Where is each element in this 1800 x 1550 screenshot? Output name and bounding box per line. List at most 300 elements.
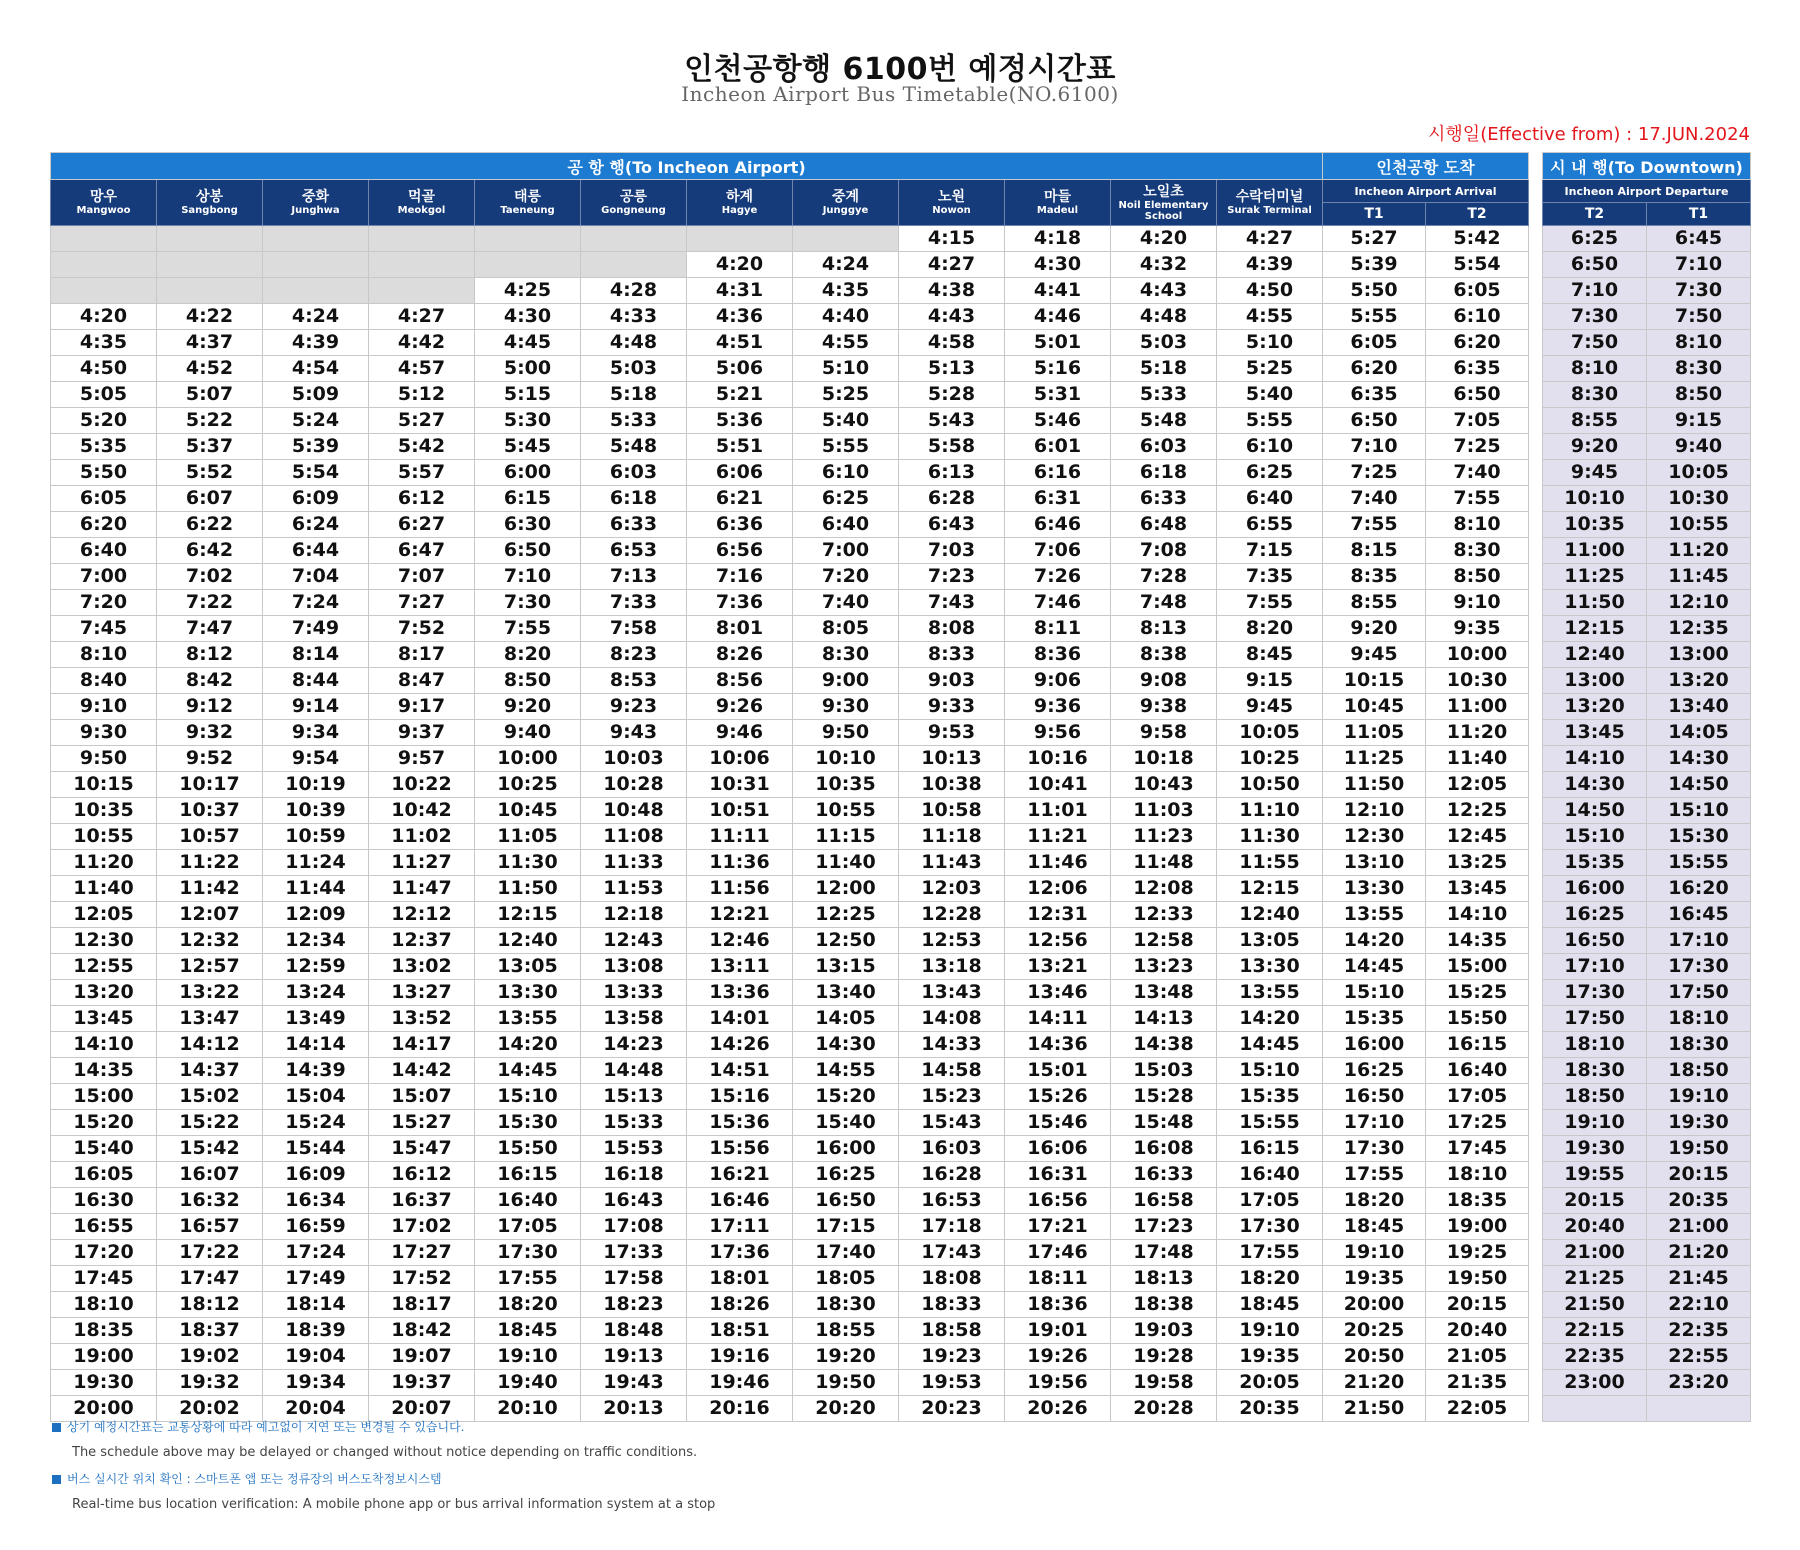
time-cell: 12:05 (1426, 772, 1529, 798)
empty-cell (157, 278, 263, 304)
time-cell: 18:45 (1323, 1214, 1426, 1240)
time-cell: 10:51 (687, 798, 793, 824)
time-cell: 7:03 (899, 538, 1005, 564)
time-cell: 18:51 (687, 1318, 793, 1344)
time-cell: 12:53 (899, 928, 1005, 954)
time-cell: 17:58 (581, 1266, 687, 1292)
time-cell: 6:20 (1323, 356, 1426, 382)
time-cell: 9:54 (263, 746, 369, 772)
time-cell: 15:23 (899, 1084, 1005, 1110)
time-cell: 7:30 (1543, 304, 1647, 330)
table-row (1543, 1240, 1751, 1266)
table-row (51, 382, 1529, 408)
time-cell: 6:33 (1111, 486, 1217, 512)
time-cell: 5:45 (475, 434, 581, 460)
time-cell: 16:40 (1426, 1058, 1529, 1084)
time-cell: 16:31 (1005, 1162, 1111, 1188)
time-cell: 9:45 (1323, 642, 1426, 668)
time-cell: 15:53 (581, 1136, 687, 1162)
time-cell: 15:55 (1647, 850, 1751, 876)
time-cell: 14:58 (899, 1058, 1005, 1084)
empty-cell (1647, 1396, 1751, 1422)
table-row (1543, 538, 1751, 564)
time-cell: 6:15 (475, 486, 581, 512)
time-cell: 16:57 (157, 1214, 263, 1240)
time-cell: 5:33 (581, 408, 687, 434)
time-cell: 19:50 (1426, 1266, 1529, 1292)
time-cell: 11:18 (899, 824, 1005, 850)
time-cell: 7:25 (1426, 434, 1529, 460)
time-cell: 20:25 (1323, 1318, 1426, 1344)
time-cell: 13:45 (51, 1006, 157, 1032)
time-cell: 6:01 (1005, 434, 1111, 460)
time-cell: 8:38 (1111, 642, 1217, 668)
time-cell: 17:40 (793, 1240, 899, 1266)
airport-group-header: 공 항 행(To Incheon Airport) (51, 153, 1323, 180)
table-row (51, 408, 1529, 434)
time-cell: 18:01 (687, 1266, 793, 1292)
time-cell: 10:00 (1426, 642, 1529, 668)
time-cell: 10:45 (475, 798, 581, 824)
time-cell: 11:33 (581, 850, 687, 876)
time-cell: 4:24 (793, 252, 899, 278)
table-row (51, 304, 1529, 330)
time-cell: 5:31 (1005, 382, 1111, 408)
time-cell: 6:12 (369, 486, 475, 512)
time-cell: 19:30 (1543, 1136, 1647, 1162)
table-row (1543, 226, 1751, 252)
time-cell: 9:10 (1426, 590, 1529, 616)
time-cell: 14:45 (1217, 1032, 1323, 1058)
stop-header (1005, 180, 1111, 226)
table-row (51, 746, 1529, 772)
time-cell: 5:15 (475, 382, 581, 408)
time-cell: 12:09 (263, 902, 369, 928)
time-cell: 6:56 (687, 538, 793, 564)
time-cell: 8:35 (1323, 564, 1426, 590)
time-cell: 7:10 (475, 564, 581, 590)
time-cell: 12:30 (1323, 824, 1426, 850)
time-cell: 23:00 (1543, 1370, 1647, 1396)
time-cell: 16:55 (51, 1214, 157, 1240)
time-cell: 6:48 (1111, 512, 1217, 538)
time-cell: 17:10 (1323, 1110, 1426, 1136)
stop-header (263, 180, 369, 226)
time-cell: 8:10 (1426, 512, 1529, 538)
time-cell: 13:20 (1647, 668, 1751, 694)
time-cell: 9:00 (793, 668, 899, 694)
time-cell: 8:23 (581, 642, 687, 668)
time-cell: 4:30 (475, 304, 581, 330)
table-row (51, 278, 1529, 304)
time-cell: 13:55 (475, 1006, 581, 1032)
time-cell: 9:37 (369, 720, 475, 746)
time-cell: 13:48 (1111, 980, 1217, 1006)
time-cell: 15:00 (1426, 954, 1529, 980)
square-bullet-icon (52, 1423, 61, 1432)
time-cell: 6:50 (1426, 382, 1529, 408)
time-cell: 5:01 (1005, 330, 1111, 356)
table-row (51, 1344, 1529, 1370)
time-cell: 4:43 (1111, 278, 1217, 304)
time-cell: 7:40 (1323, 486, 1426, 512)
time-cell: 20:20 (793, 1396, 899, 1422)
empty-cell (157, 226, 263, 252)
time-cell: 19:26 (1005, 1344, 1111, 1370)
time-cell: 6:13 (899, 460, 1005, 486)
table-row (1543, 850, 1751, 876)
time-cell: 4:31 (687, 278, 793, 304)
time-cell: 7:22 (157, 590, 263, 616)
time-cell: 8:45 (1217, 642, 1323, 668)
time-cell: 4:37 (157, 330, 263, 356)
stop-name-en: Mangwoo (76, 205, 131, 216)
time-cell: 15:50 (1426, 1006, 1529, 1032)
time-cell: 8:17 (369, 642, 475, 668)
time-cell: 12:30 (51, 928, 157, 954)
time-cell: 9:30 (793, 694, 899, 720)
table-row (51, 824, 1529, 850)
table-row (1543, 564, 1751, 590)
time-cell: 16:06 (1005, 1136, 1111, 1162)
time-cell: 12:28 (899, 902, 1005, 928)
time-cell: 20:26 (1005, 1396, 1111, 1422)
time-cell: 9:14 (263, 694, 369, 720)
time-cell: 5:03 (1111, 330, 1217, 356)
time-cell: 5:37 (157, 434, 263, 460)
time-cell: 17:08 (581, 1214, 687, 1240)
time-cell: 15:43 (899, 1110, 1005, 1136)
time-cell: 16:25 (1323, 1058, 1426, 1084)
time-cell: 4:36 (687, 304, 793, 330)
time-cell: 16:15 (1426, 1032, 1529, 1058)
time-cell: 4:57 (369, 356, 475, 382)
time-cell: 14:45 (1323, 954, 1426, 980)
time-cell: 4:18 (1005, 226, 1111, 252)
time-cell: 14:50 (1647, 772, 1751, 798)
time-cell: 8:10 (51, 642, 157, 668)
time-cell: 16:20 (1647, 876, 1751, 902)
stop-header (899, 180, 1005, 226)
time-cell: 8:30 (793, 642, 899, 668)
time-cell: 7:06 (1005, 538, 1111, 564)
time-cell: 7:27 (369, 590, 475, 616)
time-cell: 4:39 (1217, 252, 1323, 278)
time-cell: 13:30 (475, 980, 581, 1006)
time-cell: 7:28 (1111, 564, 1217, 590)
time-cell: 11:42 (157, 876, 263, 902)
time-cell: 6:10 (793, 460, 899, 486)
time-cell: 20:05 (1217, 1370, 1323, 1396)
time-cell: 15:35 (1543, 850, 1647, 876)
time-cell: 7:50 (1543, 330, 1647, 356)
time-cell: 12:05 (51, 902, 157, 928)
time-cell: 12:43 (581, 928, 687, 954)
time-cell: 6:27 (369, 512, 475, 538)
time-cell: 10:39 (263, 798, 369, 824)
time-cell: 9:33 (899, 694, 1005, 720)
time-cell: 6:50 (475, 538, 581, 564)
time-cell: 14:10 (51, 1032, 157, 1058)
time-cell: 8:33 (899, 642, 1005, 668)
time-cell: 6:33 (581, 512, 687, 538)
note-2-en: Real-time bus location verification: A mobile phone app or bus arrival information system at a stop (72, 1497, 716, 1512)
time-cell: 14:12 (157, 1032, 263, 1058)
time-cell: 10:38 (899, 772, 1005, 798)
time-cell: 16:46 (687, 1188, 793, 1214)
time-cell: 14:01 (687, 1006, 793, 1032)
time-cell: 15:35 (1323, 1006, 1426, 1032)
time-cell: 11:00 (1426, 694, 1529, 720)
time-cell: 9:52 (157, 746, 263, 772)
time-cell: 9:50 (51, 746, 157, 772)
time-cell: 14:35 (51, 1058, 157, 1084)
table-row (51, 1162, 1529, 1188)
stop-name-ko: 먹골 (407, 189, 436, 205)
table-row (1543, 1214, 1751, 1240)
time-cell: 13:22 (157, 980, 263, 1006)
time-cell: 11:20 (51, 850, 157, 876)
time-cell: 17:27 (369, 1240, 475, 1266)
time-cell: 11:20 (1426, 720, 1529, 746)
time-cell: 12:37 (369, 928, 475, 954)
time-cell: 5:51 (687, 434, 793, 460)
time-cell: 9:45 (1543, 460, 1647, 486)
table-row (51, 564, 1529, 590)
time-cell: 5:00 (475, 356, 581, 382)
page-subtitle: Incheon Airport Bus Timetable(NO.6100) (681, 82, 1119, 106)
arrival-subheader: Incheon Airport Arrival (1323, 180, 1529, 203)
time-cell: 11:40 (793, 850, 899, 876)
time-cell: 5:24 (263, 408, 369, 434)
time-cell: 13:15 (793, 954, 899, 980)
time-cell: 6:36 (687, 512, 793, 538)
time-cell: 10:17 (157, 772, 263, 798)
time-cell: 16:30 (51, 1188, 157, 1214)
time-cell: 6:07 (157, 486, 263, 512)
note-1-ko (52, 1418, 715, 1435)
table-row (51, 954, 1529, 980)
time-cell: 11:30 (1217, 824, 1323, 850)
table-row (1543, 252, 1751, 278)
time-cell: 5:40 (1217, 382, 1323, 408)
time-cell: 21:45 (1647, 1266, 1751, 1292)
terminal-header: T1 (1323, 203, 1426, 226)
time-cell: 11:05 (475, 824, 581, 850)
time-cell: 9:40 (1647, 434, 1751, 460)
time-cell: 11:10 (1217, 798, 1323, 824)
time-cell: 15:20 (793, 1084, 899, 1110)
time-cell: 18:55 (793, 1318, 899, 1344)
time-cell: 5:28 (899, 382, 1005, 408)
stop-name-ko: 상봉 (195, 189, 224, 205)
table-row (1543, 668, 1751, 694)
time-cell: 6:42 (157, 538, 263, 564)
time-cell: 8:55 (1323, 590, 1426, 616)
time-cell: 4:43 (899, 304, 1005, 330)
time-cell: 21:25 (1543, 1266, 1647, 1292)
time-cell: 17:30 (1647, 954, 1751, 980)
time-cell: 9:03 (899, 668, 1005, 694)
time-cell: 8:15 (1323, 538, 1426, 564)
time-cell: 17:30 (1323, 1136, 1426, 1162)
time-cell: 18:10 (1543, 1032, 1647, 1058)
table-row (51, 1032, 1529, 1058)
stop-name-en: Sangbong (181, 205, 238, 216)
stop-name-en: Surak Terminal (1227, 205, 1312, 216)
time-cell: 8:20 (475, 642, 581, 668)
time-cell: 18:50 (1647, 1058, 1751, 1084)
terminal-header: T2 (1543, 203, 1647, 226)
time-cell: 10:10 (1543, 486, 1647, 512)
time-cell: 6:05 (51, 486, 157, 512)
time-cell: 7:23 (899, 564, 1005, 590)
time-cell: 5:25 (1217, 356, 1323, 382)
time-cell: 5:39 (263, 434, 369, 460)
time-cell: 4:48 (1111, 304, 1217, 330)
time-cell: 12:15 (1217, 876, 1323, 902)
stop-name-ko: 태릉 (513, 189, 542, 205)
time-cell: 14:39 (263, 1058, 369, 1084)
time-cell: 17:50 (1543, 1006, 1647, 1032)
time-cell: 5:27 (1323, 226, 1426, 252)
time-cell: 9:46 (687, 720, 793, 746)
time-cell: 13:24 (263, 980, 369, 1006)
time-cell: 19:00 (1426, 1214, 1529, 1240)
time-cell: 20:00 (51, 1396, 157, 1422)
time-cell: 12:08 (1111, 876, 1217, 902)
time-cell: 19:16 (687, 1344, 793, 1370)
table-row (1543, 824, 1751, 850)
time-cell: 4:52 (157, 356, 263, 382)
stop-header (581, 180, 687, 226)
time-cell: 5:36 (687, 408, 793, 434)
empty-cell (1543, 1396, 1647, 1422)
time-cell: 19:28 (1111, 1344, 1217, 1370)
time-cell: 15:10 (1217, 1058, 1323, 1084)
time-cell: 17:10 (1543, 954, 1647, 980)
empty-cell (581, 226, 687, 252)
time-cell: 15:20 (51, 1110, 157, 1136)
stop-header (793, 180, 899, 226)
time-cell: 13:43 (899, 980, 1005, 1006)
time-cell: 15:50 (475, 1136, 581, 1162)
time-cell: 14:35 (1426, 928, 1529, 954)
time-cell: 19:10 (1647, 1084, 1751, 1110)
time-cell: 7:07 (369, 564, 475, 590)
time-cell: 10:35 (793, 772, 899, 798)
time-cell: 18:58 (899, 1318, 1005, 1344)
time-cell: 16:03 (899, 1136, 1005, 1162)
time-cell: 20:02 (157, 1396, 263, 1422)
time-cell: 22:35 (1647, 1318, 1751, 1344)
time-cell: 16:56 (1005, 1188, 1111, 1214)
time-cell: 20:40 (1543, 1214, 1647, 1240)
time-cell: 16:50 (793, 1188, 899, 1214)
time-cell: 10:00 (475, 746, 581, 772)
time-cell: 7:46 (1005, 590, 1111, 616)
table-row (1543, 954, 1751, 980)
time-cell: 8:40 (51, 668, 157, 694)
table-row (51, 1058, 1529, 1084)
time-cell: 18:08 (899, 1266, 1005, 1292)
time-cell: 6:25 (1543, 226, 1647, 252)
table-row (1543, 980, 1751, 1006)
table-row (51, 252, 1529, 278)
stop-name-en: Noil Elementary School (1118, 199, 1209, 222)
time-cell: 5:12 (369, 382, 475, 408)
time-cell: 10:50 (1217, 772, 1323, 798)
table-row (51, 772, 1529, 798)
time-cell: 19:30 (51, 1370, 157, 1396)
empty-cell (263, 252, 369, 278)
time-cell: 18:48 (581, 1318, 687, 1344)
time-cell: 4:51 (687, 330, 793, 356)
time-cell: 10:10 (793, 746, 899, 772)
time-cell: 5:10 (793, 356, 899, 382)
time-cell: 5:09 (263, 382, 369, 408)
airport-timetable (50, 152, 1529, 1422)
time-cell: 6:46 (1005, 512, 1111, 538)
time-cell: 17:43 (899, 1240, 1005, 1266)
time-cell: 19:40 (475, 1370, 581, 1396)
table-row (1543, 1084, 1751, 1110)
table-row (51, 902, 1529, 928)
time-cell: 14:23 (581, 1032, 687, 1058)
time-cell: 16:12 (369, 1162, 475, 1188)
empty-cell (475, 252, 581, 278)
time-cell: 4:58 (899, 330, 1005, 356)
time-cell: 11:47 (369, 876, 475, 902)
time-cell: 9:34 (263, 720, 369, 746)
time-cell: 4:20 (1111, 226, 1217, 252)
time-cell: 19:56 (1005, 1370, 1111, 1396)
table-row (51, 1266, 1529, 1292)
stop-name-en: Gongneung (601, 205, 666, 216)
time-cell: 21:35 (1426, 1370, 1529, 1396)
time-cell: 14:30 (793, 1032, 899, 1058)
time-cell: 19:03 (1111, 1318, 1217, 1344)
time-cell: 20:35 (1217, 1396, 1323, 1422)
time-cell: 10:42 (369, 798, 475, 824)
time-cell: 13:47 (157, 1006, 263, 1032)
time-cell: 10:43 (1111, 772, 1217, 798)
time-cell: 11:50 (475, 876, 581, 902)
time-cell: 4:41 (1005, 278, 1111, 304)
stop-name-ko: 망우 (89, 189, 118, 205)
time-cell: 17:30 (475, 1240, 581, 1266)
time-cell: 18:05 (793, 1266, 899, 1292)
time-cell: 16:50 (1543, 928, 1647, 954)
table-row (51, 616, 1529, 642)
time-cell: 9:38 (1111, 694, 1217, 720)
time-cell: 4:20 (687, 252, 793, 278)
time-cell: 9:32 (157, 720, 263, 746)
time-cell: 10:13 (899, 746, 1005, 772)
time-cell: 18:17 (369, 1292, 475, 1318)
time-cell: 4:24 (263, 304, 369, 330)
time-cell: 7:10 (1543, 278, 1647, 304)
time-cell: 11:56 (687, 876, 793, 902)
stop-header (475, 180, 581, 226)
time-cell: 16:50 (1323, 1084, 1426, 1110)
time-cell: 8:10 (1543, 356, 1647, 382)
time-cell: 13:00 (1647, 642, 1751, 668)
time-cell: 4:33 (581, 304, 687, 330)
time-cell: 17:05 (1426, 1084, 1529, 1110)
time-cell: 22:15 (1543, 1318, 1647, 1344)
time-cell: 17:11 (687, 1214, 793, 1240)
